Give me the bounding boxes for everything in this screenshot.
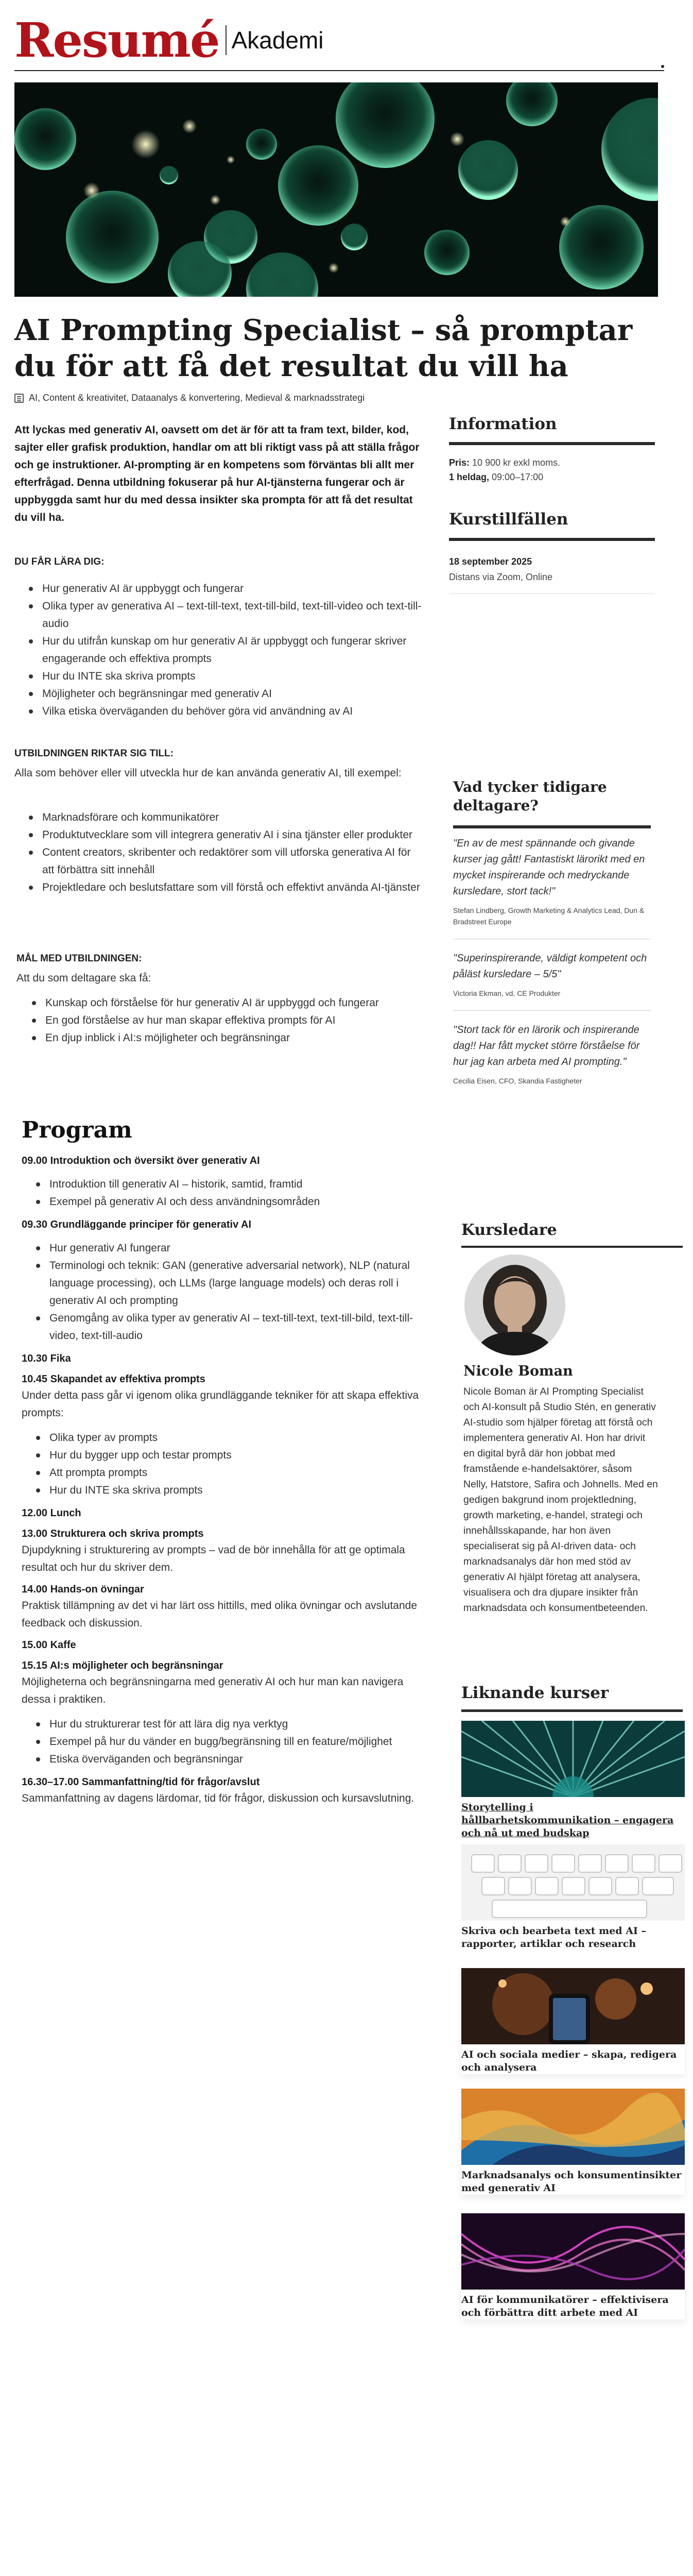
review-quote: "En av de mest spännande och givande kurser jag gått! Fantastiskt lärorikt med en mycket inspirerande och medryckande kursledare, stort tack!" bbox=[453, 838, 645, 897]
program-item bbox=[22, 1658, 434, 1768]
list-item: Hur du INTE ska skriva prompts bbox=[29, 668, 425, 685]
avatar bbox=[464, 1255, 565, 1355]
learn-list bbox=[29, 580, 425, 720]
review-card bbox=[453, 1022, 651, 1087]
hero-image bbox=[14, 82, 658, 297]
list-item: Produktutvecklare som vill integrera generativ AI i sina tjänster eller produkter bbox=[29, 826, 425, 844]
list-item: Hur du INTE ska skriva prompts bbox=[36, 1482, 434, 1499]
related-course-image bbox=[461, 2089, 685, 2165]
related-divider bbox=[461, 1709, 683, 1712]
program-item bbox=[22, 1582, 434, 1632]
review-author: Victoria Ekman, vd, CE Produkter bbox=[453, 989, 561, 997]
program-item-description: Möjligheterna och begränsningarna med generativ AI och hur man kan navigera dessa i praktiken. bbox=[22, 1676, 404, 1705]
site-header bbox=[14, 9, 664, 71]
program-item bbox=[22, 1637, 434, 1653]
list-item: Vilka etiska överväganden du behöver göra vid användning av AI bbox=[29, 703, 425, 720]
related-course-card[interactable] bbox=[461, 2213, 685, 2319]
session-item[interactable] bbox=[449, 554, 655, 569]
program-item-heading: 10.45 Skapandet av effektiva prompts bbox=[22, 1374, 205, 1385]
list-item: Genomgång av olika typer av generativ AI – text-till-text, text-till-bild, text-till-video, text-till-audio bbox=[36, 1310, 434, 1345]
duration-value: 09:00–17:00 bbox=[492, 472, 544, 482]
review-quote: "Stort tack för en lärorik och inspirerande dag!! Har fått mycket större förståelse för hur jag kan arbeta med AI prompting." bbox=[453, 1024, 640, 1067]
related-course-title[interactable]: Marknadsanalys och konsumentinsikter med generativ AI bbox=[461, 2170, 682, 2194]
program-item-list bbox=[36, 1240, 434, 1345]
social-media-illustration bbox=[461, 1968, 685, 2044]
sessions-title: Kurstillfällen bbox=[449, 510, 568, 529]
list-item: Att prompta prompts bbox=[36, 1464, 434, 1482]
program-item-heading: 12.00 Lunch bbox=[22, 1507, 81, 1519]
related-course-image bbox=[461, 1844, 685, 1921]
info-price bbox=[449, 455, 655, 470]
review-divider bbox=[453, 1010, 651, 1011]
hero-bubbles-illustration bbox=[14, 82, 658, 297]
related-course-title[interactable]: AI och sociala medier – skapa, redigera och analysera bbox=[461, 2049, 677, 2073]
list-item: Hur generativ AI fungerar bbox=[36, 1240, 434, 1257]
program-item-description: Praktisk tillämpning av det vi har lärt oss hittills, med olika övningar och avslutande feedback och diskussion. bbox=[22, 1600, 418, 1629]
logo-wordmark: Resumé bbox=[14, 12, 219, 68]
list-item: Marknadsförare och kommunikatörer bbox=[29, 809, 425, 826]
price-label: Pris: bbox=[449, 457, 470, 468]
program-item bbox=[22, 1505, 434, 1521]
related-course-image bbox=[461, 1968, 685, 2044]
list-item: Hur du strukturerar test för att lära dig nya verktyg bbox=[36, 1716, 434, 1733]
list-item: Terminologi och teknik: GAN (generative adversarial network), NLP (natural language processing), och LLMs (large language models) och deras roll i generativ AI och prompting bbox=[36, 1257, 434, 1310]
info-divider bbox=[449, 442, 655, 445]
list-item: Hur du utifrån kunskap om hur generativ AI är uppbyggt och fungerar skriver engagerande och effektiva prompts bbox=[29, 633, 425, 668]
program-schedule bbox=[22, 1153, 434, 1812]
learn-heading: DU FÅR LÄRA DIG: bbox=[14, 556, 105, 567]
related-course-card[interactable] bbox=[461, 1968, 685, 2074]
list-item: Exempel på hur du vänder en bugg/begränsning till en feature/möjlighet bbox=[36, 1733, 434, 1751]
category-list bbox=[14, 393, 365, 403]
program-item-heading: 09.30 Grundläggande principer för generativ AI bbox=[22, 1219, 252, 1230]
list-item: Olika typer av prompts bbox=[36, 1429, 434, 1447]
program-item bbox=[22, 1153, 434, 1211]
logo-sub: Akademi bbox=[231, 27, 324, 54]
list-item: Kunskap och förståelse för hur generativ AI är uppbyggd och fungerar bbox=[32, 994, 428, 1012]
leader-name: Nicole Boman bbox=[463, 1363, 573, 1379]
related-course-title[interactable]: Storytelling i hållbarhetskommunikation – engagera och nå ut med budskap bbox=[461, 1802, 674, 1839]
leader-divider bbox=[461, 1246, 683, 1248]
related-course-image bbox=[461, 1721, 685, 1797]
list-item: Etiska överväganden och begränsningar bbox=[36, 1751, 434, 1768]
list-item: Introduktion till generativ AI – historik, samtid, framtid bbox=[36, 1176, 434, 1193]
reviews-title: Vad tycker tidigare deltagare? bbox=[453, 778, 607, 814]
review-card bbox=[453, 836, 651, 927]
program-item bbox=[22, 1217, 434, 1345]
program-item-heading: 15.00 Kaffe bbox=[22, 1639, 76, 1651]
review-author: Cecilia Eisen, CFO, Skandia Fastigheter bbox=[453, 1077, 582, 1085]
program-item-heading: 09.00 Introduktion och översikt över generativ AI bbox=[22, 1155, 260, 1166]
list-item: Olika typer av generativa AI – text-till-text, text-till-bild, text-till-video och text-till-audio bbox=[29, 598, 425, 633]
header-dot bbox=[661, 65, 664, 68]
list-item: Content creators, skribenter och redaktörer som vill utforska generativa AI för att förbättra sitt innehåll bbox=[29, 844, 425, 879]
program-item-list bbox=[36, 1429, 434, 1499]
program-item-heading: 16.30–17.00 Sammanfattning/tid för frågor/avslut bbox=[22, 1776, 260, 1788]
list-item: En god förståelse av hur man skapar effektiva prompts för AI bbox=[32, 1012, 428, 1029]
sessions-divider bbox=[449, 538, 655, 541]
program-item-list bbox=[36, 1716, 434, 1768]
program-item-heading: 14.00 Hands-on övningar bbox=[22, 1584, 144, 1595]
program-item-heading: 15.15 AI:s möjligheter och begränsningar bbox=[22, 1660, 223, 1671]
program-item bbox=[22, 1351, 434, 1366]
leader-bio: Nicole Boman är AI Prompting Specialist och AI-konsult på Studio Stén, en generativ AI-studio som hjälper företag att förstå och implementera generativ AI. Hon har drivit en digital byrå där hon jobbat med framstående e-handelsaktörer, såsom Nelly, Hatstore, Safira och Johnells. Med en gedigen bakgrund inom projektledning, growth marketing, e-handel, strategi och innehållsskapande, har hon även specialiserat sig på AI-driven data- och marknadsanalys där hon med stöd av generativ AI hjälpt företag att analysera, visualisera och dra djupare insikter från marknadsdata och konsumentbeteenden. bbox=[463, 1386, 658, 1614]
colorful-smoke-illustration bbox=[461, 2089, 685, 2165]
review-author: Stefan Lindberg, Growth Marketing & Analytics Lead, Dun & Bradstreet Europe bbox=[453, 906, 645, 926]
list-item: Hur generativ AI är uppbyggt och fungerar bbox=[29, 580, 425, 598]
review-quote: "Superinspirerande, väldigt kompetent och påläst kursledare – 5/5" bbox=[453, 953, 647, 980]
category-icon bbox=[14, 394, 24, 403]
program-item-description: Under detta pass går vi igenom olika grundläggande tekniker för att skapa effektiva prompts: bbox=[22, 1389, 419, 1419]
duration-label: 1 heldag, bbox=[449, 472, 490, 482]
teal-fan-illustration bbox=[461, 1721, 685, 1797]
goal-intro: Att du som deltagare ska få: bbox=[16, 972, 151, 984]
goal-heading: MÅL MED UTBILDNINGEN: bbox=[16, 953, 142, 964]
info-duration bbox=[449, 470, 655, 484]
portrait-illustration bbox=[464, 1255, 565, 1355]
page-title: AI Prompting Specialist – så promptar du för att få det resultat du vill ha bbox=[14, 313, 633, 383]
list-item: En djup inblick i AI:s möjligheter och begränsningar bbox=[32, 1029, 428, 1047]
list-item: Möjligheter och begränsningar med generativ AI bbox=[29, 685, 425, 703]
related-course-image bbox=[461, 2213, 685, 2290]
program-item-heading: 10.30 Fika bbox=[22, 1353, 71, 1364]
program-item-list bbox=[36, 1176, 434, 1211]
price-value: 10 900 kr exkl moms. bbox=[472, 457, 561, 468]
related-course-card[interactable] bbox=[461, 1721, 685, 1840]
program-item-description: Djupdykning i strukturering av prompts – vad de bör innehålla för att ge optimala resultat och hur du skriver dem. bbox=[22, 1544, 405, 1573]
program-item bbox=[22, 1371, 434, 1499]
neon-waves-illustration bbox=[461, 2213, 685, 2290]
category-text[interactable]: AI, Content & kreativitet, Dataanalys & konvertering, Medieval & marknadsstrategi bbox=[29, 393, 365, 403]
session-date: 18 september 2025 bbox=[449, 556, 532, 567]
related-course-card[interactable] bbox=[461, 2089, 685, 2195]
review-list bbox=[453, 836, 651, 1087]
info-title: Information bbox=[449, 415, 557, 433]
review-card bbox=[453, 951, 651, 999]
target-list bbox=[29, 809, 425, 896]
program-item-description: Sammanfattning av dagens lärdomar, tid för frågor, diskussion och kursavslutning. bbox=[22, 1792, 414, 1804]
related-course-card[interactable] bbox=[461, 1844, 685, 1951]
reviews-divider bbox=[453, 825, 651, 828]
keyboard-illustration bbox=[461, 1844, 685, 1921]
goal-list bbox=[32, 994, 428, 1047]
header-divider bbox=[14, 70, 664, 71]
list-item: Exempel på generativ AI och dess användningsområden bbox=[36, 1193, 434, 1211]
program-item bbox=[22, 1526, 434, 1577]
target-heading: UTBILDNINGEN RIKTAR SIG TILL: bbox=[14, 748, 174, 759]
logo-divider bbox=[226, 25, 227, 55]
program-item-heading: 13.00 Strukturera och skriva prompts bbox=[22, 1528, 204, 1539]
list-item: Hur du bygger upp och testar prompts bbox=[36, 1447, 434, 1464]
session-location: Distans via Zoom, Online bbox=[449, 572, 553, 582]
related-course-title[interactable]: Skriva och bearbeta text med AI – rapporter, artiklar och research bbox=[461, 1925, 646, 1950]
leader-title: Kursledare bbox=[461, 1221, 557, 1239]
related-title: Liknande kurser bbox=[461, 1684, 609, 1702]
target-intro: Alla som behöver eller vill utveckla hur de kan använda generativ AI, till exempel: bbox=[14, 767, 402, 779]
program-title: Program bbox=[22, 1117, 132, 1143]
related-course-title[interactable]: AI för kommunikatörer – effektivisera och förbättra ditt arbete med AI bbox=[461, 2294, 669, 2318]
program-item bbox=[22, 1774, 434, 1807]
logo[interactable] bbox=[14, 14, 324, 66]
course-intro: Att lyckas med generativ AI, oavsett om det är för att ta fram text, bilder, kod, sajter eller grafisk produktion, handlar om att bli riktigt vass på att ställa frågor och ge instruktioner. AI-prompting är en kompetens som förväntas bli allt mer efterfrågad. Denna utbildning fokuserar på hur AI-tjänsterna fungerar och är uppbyggda samt hur du med dessa insikter ska prompta för att få det resultat du vill ha. bbox=[14, 424, 420, 523]
list-item: Projektledare och beslutsfattare som vill förstå och effektivt använda AI-tjänster bbox=[29, 879, 425, 896]
